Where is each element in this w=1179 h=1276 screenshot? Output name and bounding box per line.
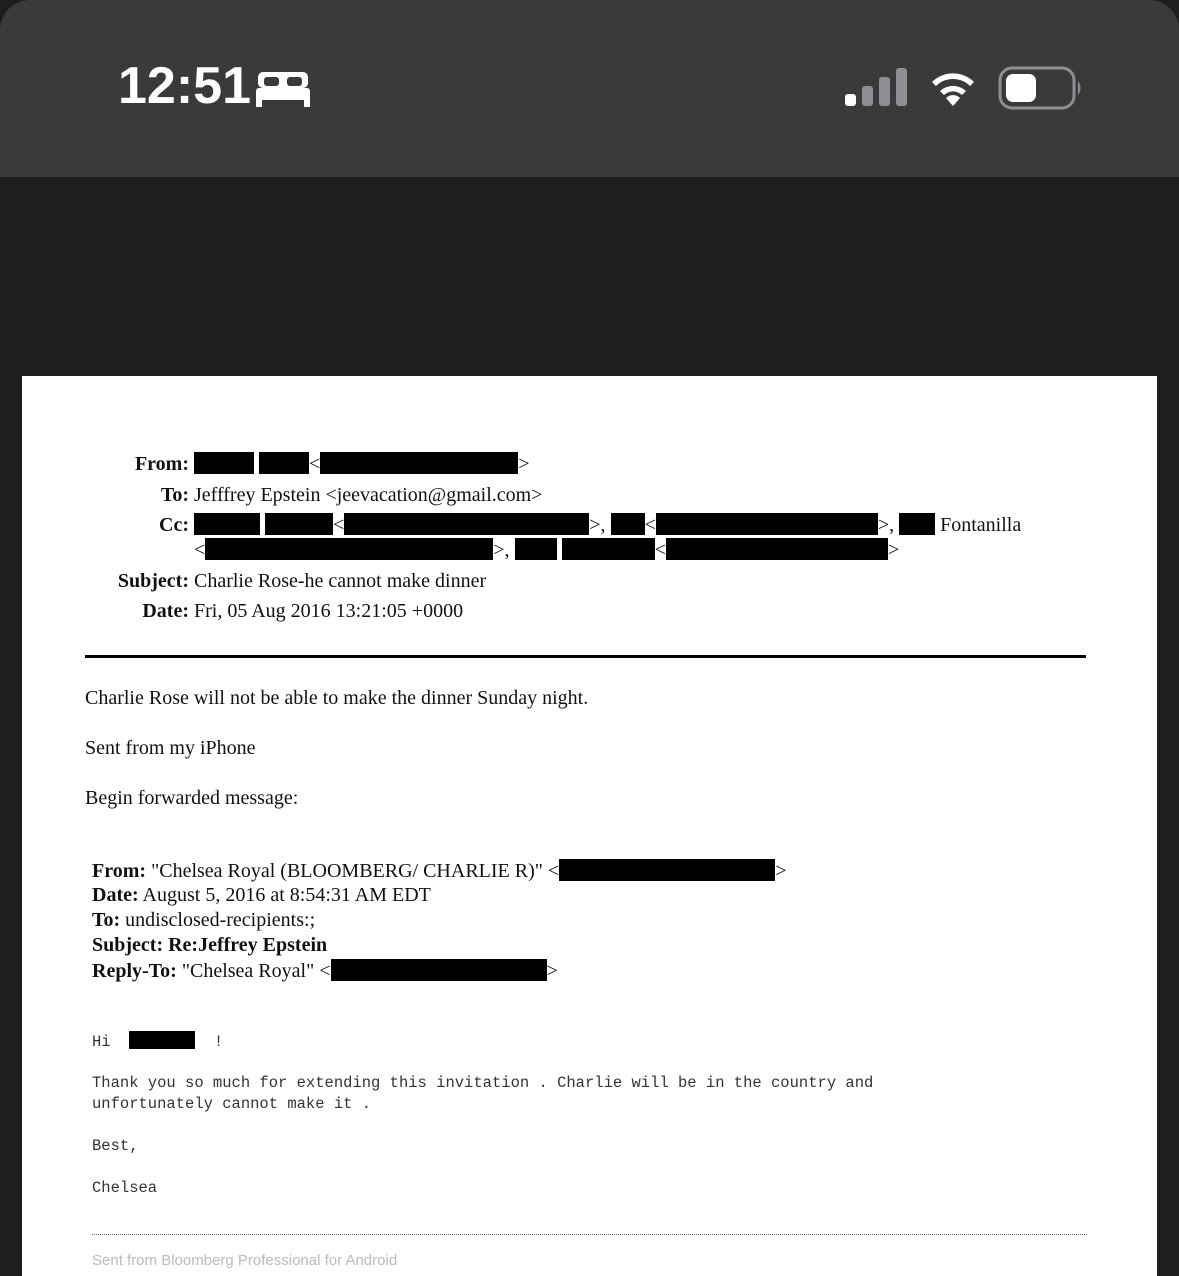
forwarded-date-value: August 5, 2016 at 8:54:31 AM EDT <box>142 884 431 906</box>
cc-visible-name: Fontanilla <box>940 514 1022 536</box>
redaction-block <box>320 452 518 474</box>
forwarded-replyto-value: "Chelsea Royal" < <box>181 960 331 982</box>
message-footer: Sent from Bloomberg Professional for Android <box>92 1252 398 1269</box>
body-line: Sent from my iPhone <box>85 737 256 759</box>
message-signature: Chelsea <box>92 1179 158 1197</box>
forwarded-replyto-row: Reply-To: "Chelsea Royal" < > <box>92 960 558 982</box>
header-cc-continuation: < >, < > <box>194 539 900 561</box>
bed-icon <box>256 68 310 108</box>
forwarded-subject-label: Subject: <box>92 934 164 956</box>
header-to-label: To: <box>160 484 189 506</box>
header-date-label: Date: <box>142 600 189 622</box>
redaction-block <box>611 513 645 535</box>
redaction-block <box>194 452 254 474</box>
header-date-value: Fri, 05 Aug 2016 13:21:05 +0000 <box>194 600 464 622</box>
body-line: Begin forwarded message: <box>85 787 299 809</box>
battery-icon <box>998 66 1084 110</box>
header-subject-label: Subject: <box>117 570 189 592</box>
forwarded-to-value: undisclosed-recipients:; <box>125 909 316 931</box>
redaction-block <box>129 1031 195 1049</box>
redaction-block <box>666 538 888 560</box>
forwarded-from-value: "Chelsea Royal (BLOOMBERG/ CHARLIE R)" < <box>151 860 560 882</box>
header-divider <box>85 655 1086 658</box>
forwarded-to-row <box>92 909 315 932</box>
redaction-block <box>562 538 655 560</box>
greeting-hi: Hi <box>92 1033 111 1051</box>
wifi-icon <box>928 66 978 108</box>
clock: 12:51 <box>118 57 251 115</box>
message-greeting <box>92 1031 223 1053</box>
redaction-block <box>559 859 775 881</box>
header-cc-value: < >, < >, Fontanilla <box>194 513 1021 537</box>
header-from-value: < > <box>194 452 530 476</box>
forwarded-date-row <box>92 884 431 907</box>
document-page <box>22 376 1157 1276</box>
status-bar <box>0 0 1179 177</box>
redaction-block <box>265 513 333 535</box>
cellular-signal-icon <box>845 68 907 108</box>
forwarded-from-row: From: "Chelsea Royal (BLOOMBERG/ CHARLIE R)" < > <box>92 860 787 882</box>
redaction-block <box>194 513 260 535</box>
forwarded-from-label: From: <box>92 860 147 882</box>
body-line: Charlie Rose will not be able to make the dinner Sunday night. <box>85 687 589 709</box>
header-to-value: Jefffrey Epstein <jeevacation@gmail.com> <box>194 484 543 506</box>
redaction-block <box>344 513 589 535</box>
redaction-block <box>899 513 935 535</box>
viewer-toolbar-area <box>0 177 1179 376</box>
redaction-block <box>331 959 547 981</box>
forwarded-date-label: Date: <box>92 884 139 906</box>
signature-divider <box>92 1234 1087 1235</box>
redaction-block <box>205 538 493 560</box>
message-paragraph: Thank you so much for extending this invitation . Charlie will be in the country and unfortunately cannot make it . <box>92 1074 874 1113</box>
header-subject-value: Charlie Rose-he cannot make dinner <box>194 570 487 592</box>
greeting-end: ! <box>213 1033 224 1051</box>
forwarded-replyto-label: Reply-To: <box>92 960 177 982</box>
forwarded-to-label: To: <box>92 909 121 931</box>
forwarded-subject-value: Re:Jeffrey Epstein <box>168 934 328 956</box>
redaction-block <box>656 513 878 535</box>
message-closing: Best, <box>92 1137 139 1155</box>
header-cc-label: Cc: <box>159 514 189 536</box>
forwarded-subject-row <box>92 934 327 957</box>
redaction-block <box>515 538 557 560</box>
redaction-block <box>259 452 309 474</box>
header-from-label: From: <box>134 453 189 475</box>
